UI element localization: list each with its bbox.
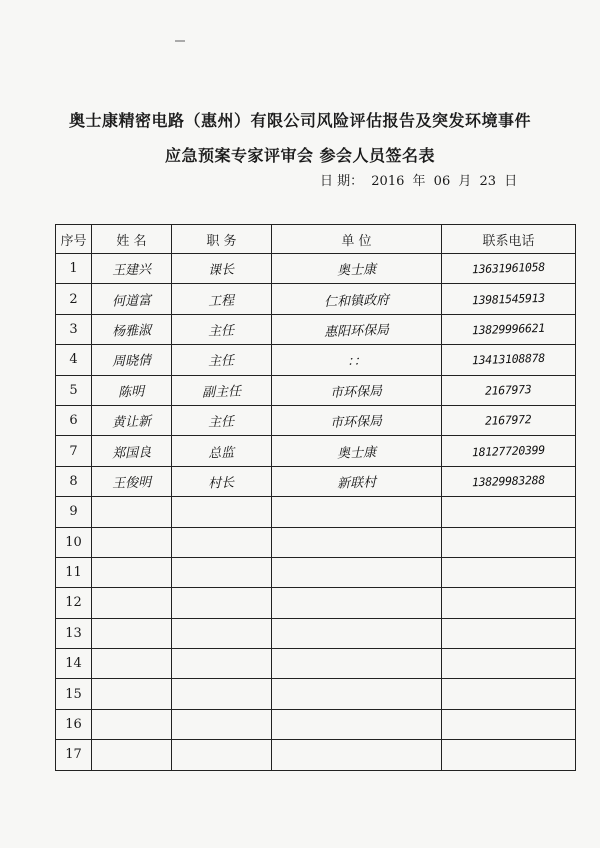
signature-phone-cell [442,284,576,314]
signature-unit: 惠阳环保局 [323,322,390,341]
row-number-cell [56,557,92,587]
header-name: 姓 名 [92,225,172,254]
signature-phone: 2167972 [485,412,532,428]
signature-name-cell [92,709,172,739]
table-row [56,497,576,527]
signature-name-cell [92,557,172,587]
header-position: 职 务 [172,225,272,254]
signature-position-cell [172,649,272,679]
signature-phone-cell [442,557,576,587]
signature-unit: ：： [346,354,367,370]
table-row [56,588,576,618]
signature-position-cell [172,466,272,496]
signature-name: 黄让新 [111,414,152,431]
signature-phone-cell [442,740,576,770]
row-number: 12 [65,595,82,611]
date-day: 23 [479,174,497,189]
signature-name-cell [92,405,172,435]
signature-name: 何道富 [111,292,152,310]
signature-phone-cell [442,618,576,648]
signature-name-cell [92,466,172,496]
signature-phone: 13413108878 [471,351,546,368]
row-number: 15 [65,686,82,702]
signature-phone-cell [442,345,576,375]
signature-position-cell [172,740,272,770]
date-month-unit: 月 [458,174,472,189]
signature-phone: 13829983288 [471,472,546,490]
signature-position: 主任 [208,414,235,431]
table-row [56,345,576,375]
table-row [56,679,576,709]
row-number-cell [56,618,92,648]
signature-position-cell [172,345,272,375]
row-number-cell [56,740,92,770]
signature-unit-cell [272,497,442,527]
table-row [56,649,576,679]
signature-unit: 市环保局 [330,414,383,432]
signature-unit-cell [272,588,442,618]
signature-unit-cell [272,740,442,770]
date-label: 日 期： [320,174,364,189]
signature-name-cell [92,497,172,527]
row-number-cell [56,527,92,557]
signature-name: 周晓倩 [111,353,152,371]
row-number-cell [56,588,92,618]
signature-phone: 18127720399 [471,442,546,459]
date-day-unit: 日 [504,174,518,189]
row-number-cell [56,345,92,375]
row-number: 3 [69,321,78,337]
row-number: 5 [69,382,78,398]
row-number-cell [56,679,92,709]
row-number: 17 [65,747,82,763]
signature-position: 村长 [208,475,235,492]
signature-name: 陈明 [118,384,145,401]
signature-phone: 2167973 [485,381,532,398]
signature-name: 王建兴 [111,262,152,279]
row-number: 8 [69,473,78,489]
row-number: 9 [69,504,78,520]
signature-position: 主任 [208,353,235,370]
header-no: 序号 [56,225,92,254]
signature-phone-cell [442,588,576,618]
signature-position-cell [172,314,272,344]
signature-phone-cell [442,709,576,739]
signature-name: 杨雅淑 [111,323,152,340]
signature-position-cell [172,618,272,648]
signature-unit-cell [272,466,442,496]
signature-name-cell [92,314,172,344]
signature-phone-cell [442,466,576,496]
signature-phone-cell [442,436,576,466]
table-row [56,740,576,770]
signature-position: 总监 [208,445,235,461]
signature-name-cell [92,284,172,314]
signature-name-cell [92,527,172,557]
row-number: 10 [65,534,82,550]
signature-position-cell [172,679,272,709]
row-number: 13 [65,625,82,641]
signature-phone: 13829996621 [471,320,546,338]
row-number: 16 [65,717,82,733]
signature-unit-cell [272,375,442,405]
signature-unit: 仁和镇政府 [323,292,390,310]
table-row [56,436,576,466]
signature-unit: 市环保局 [330,383,383,401]
signature-unit: 奥士康 [336,262,377,279]
signature-position-cell [172,557,272,587]
signature-name: 郑国良 [111,444,152,462]
row-number-cell [56,649,92,679]
signature-name-cell [92,436,172,466]
signature-phone-cell [442,375,576,405]
signature-name-cell [92,679,172,709]
signature-position: 工程 [208,293,235,310]
signature-phone-cell [442,679,576,709]
table-row [56,466,576,496]
signature-phone-cell [442,405,576,435]
row-number: 6 [69,413,78,429]
signature-unit-cell [272,649,442,679]
scan-speck [175,40,185,42]
signature-unit-cell [272,345,442,375]
date-line [320,170,580,189]
signature-name-cell [92,375,172,405]
table-row [56,557,576,587]
signature-phone: 13981545913 [471,290,546,307]
signature-name-cell [92,649,172,679]
table-row [56,314,576,344]
header-unit: 单 位 [272,225,442,254]
signature-position: 课长 [208,262,235,279]
signature-name-cell [92,618,172,648]
signature-position-cell [172,436,272,466]
row-number: 11 [65,565,82,581]
date-month: 06 [433,174,451,189]
row-number: 7 [69,443,78,459]
signature-unit-cell [272,618,442,648]
signature-name-cell [92,588,172,618]
table-header-row [56,225,576,254]
row-number-cell [56,314,92,344]
signature-phone-cell [442,314,576,344]
signature-position-cell [172,284,272,314]
date-year-unit: 年 [412,174,426,189]
row-number-cell [56,497,92,527]
signature-unit-cell [272,557,442,587]
document-title-line1: 奥士康精密电路（惠州）有限公司风险评估报告及突发环境事件 [68,111,531,130]
table-row [56,405,576,435]
signature-name-cell [92,345,172,375]
signature-position-cell [172,497,272,527]
signature-phone-cell [442,254,576,284]
signature-position-cell [172,709,272,739]
table-row [56,284,576,314]
signature-name-cell [92,740,172,770]
signature-unit: 奥士康 [336,444,377,462]
table-row [56,527,576,557]
date-year: 2016 [371,174,405,189]
attendee-table [55,224,576,771]
signature-phone-cell [442,649,576,679]
signature-phone-cell [442,527,576,557]
signature-position: 副主任 [201,384,242,401]
row-number-cell [56,254,92,284]
signature-unit-cell [272,284,442,314]
signature-position: 主任 [208,323,235,340]
signature-phone: 13631961058 [471,259,546,277]
signature-unit-cell [272,527,442,557]
row-number: 4 [69,352,78,368]
signature-name-cell [92,254,172,284]
row-number-cell [56,284,92,314]
table-row [56,254,576,284]
signature-unit-cell [272,436,442,466]
table-row [56,709,576,739]
signature-unit-cell [272,314,442,344]
row-number-cell [56,375,92,405]
table-row [56,375,576,405]
signature-position-cell [172,588,272,618]
signature-unit-cell [272,709,442,739]
signature-name: 王俊明 [111,475,152,492]
signature-position-cell [172,405,272,435]
signature-unit-cell [272,405,442,435]
document-title-line2: 应急预案专家评审会 参会人员签名表 [164,146,436,165]
table-row [56,618,576,648]
row-number-cell [56,466,92,496]
signature-position-cell [172,375,272,405]
signature-unit-cell [272,254,442,284]
header-phone: 联系电话 [442,225,576,254]
row-number-cell [56,709,92,739]
signature-position-cell [172,527,272,557]
row-number: 2 [69,291,78,307]
row-number: 1 [69,261,78,277]
signature-phone-cell [442,497,576,527]
signature-unit: 新联村 [336,475,377,492]
signature-unit-cell [272,679,442,709]
row-number-cell [56,405,92,435]
row-number: 14 [65,656,82,672]
row-number-cell [56,436,92,466]
signature-position-cell [172,254,272,284]
